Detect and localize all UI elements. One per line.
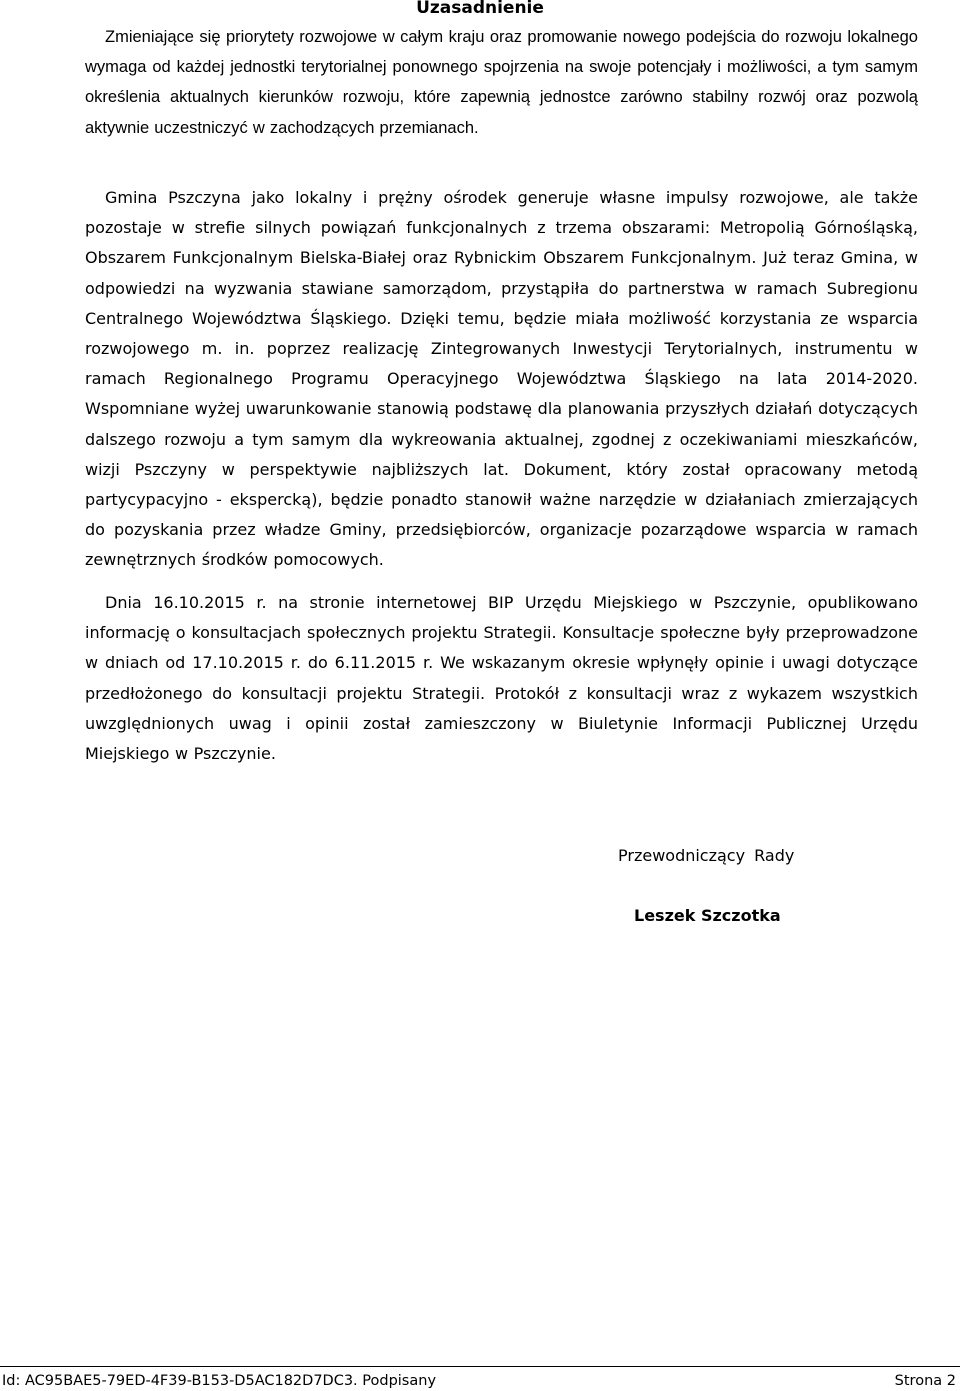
document-id: Id: AC95BAE5-79ED-4F39-B153-D5AC182D7DC3. Podpisany bbox=[2, 1373, 437, 1389]
paragraph-consultations: Dnia 16.10.2015 r. na stronie internetowej BIP Urzędu Miejskiego w Pszczynie, opublikowano informację o konsultacjach społecznych projektu Strategii. Konsultacje społeczne były przeprowadzone w dniach od 17.10.2015 r. do 6.11.2015 r. We wskazanym okresie wpłynęły opinie i uwagi dotyczące przedłożonego do konsultacji projektu Strategii. Protokół z konsultacji wraz z wykazem wszystkich uwzględnionych uwag i opinii został zamieszczony w Biuletynie Informacji Publicznej Urzędu Miejskiego w Pszczynie. bbox=[85, 593, 918, 764]
paragraph-gmina: Gmina Pszczyna jako lokalny i prężny ośrodek generuje własne impulsy rozwojowe, ale także pozostaje w strefie silnych powiązań funkcjonalnych z trzema obszarami: Metropolią Górnośląską, Obszarem Funkcjonalnym Bielska-Białej oraz Rybnickim Obszarem Funkcjonalnym. Już teraz Gmina, w odpowiedzi na wyzwania stawiane samorządom, przystąpiła do partnerstwa w ramach Subregionu Centralnego Województwa Śląskiego. Dzięki temu, będzie miała możliwość korzystania ze wsparcia rozwojowego m. in. poprzez realizację Zintegrowanych Inwestycji Terytorialnych, instrumentu w ramach Regionalnego Programu Operacyjnego Województwa Śląskiego na lata 2014-2020. Wspomniane wyżej uwarunkowanie stanowią podstawę dla planowania przyszłych działań dotyczących dalszego rozwoju a tym samym dla wykreowania aktualnej, zgodnej z oczekiwaniami mieszkańców, wizji Pszczyny w perspektywie najbliższych lat. Dokument, który został opracowany metodą partycypacyjno - ekspercką), będzie ponadto stanowił ważne narzędzie w działaniach zmierzających do pozyskania przez władze Gminy, przedsiębiorców, organizacje pozarządowe wsparcia w ramach zewnętrznych środków pomocowych. bbox=[85, 188, 918, 570]
signature-role: Przewodniczący Rady bbox=[618, 846, 795, 865]
page-title: Uzasadnienie bbox=[416, 0, 544, 18]
signature-name: Leszek Szczotka bbox=[634, 906, 781, 925]
page-number: Strona 2 bbox=[894, 1373, 956, 1389]
paragraph-intro: Zmieniające się priorytety rozwojowe w całym kraju oraz promowanie nowego podejścia do rozwoju lokalnego wymaga od każdej jednostki terytorialnej ponownego spojrzenia na swoje potencjały i możliwości, a tym samym określenia aktualnych kierunków rozwoju, które zapewnią jednostce zarówno stabilny rozwój oraz pozwolą aktywnie uczestniczyć w zachodzących przemianach. bbox=[85, 28, 918, 137]
footer-divider bbox=[0, 1366, 960, 1367]
